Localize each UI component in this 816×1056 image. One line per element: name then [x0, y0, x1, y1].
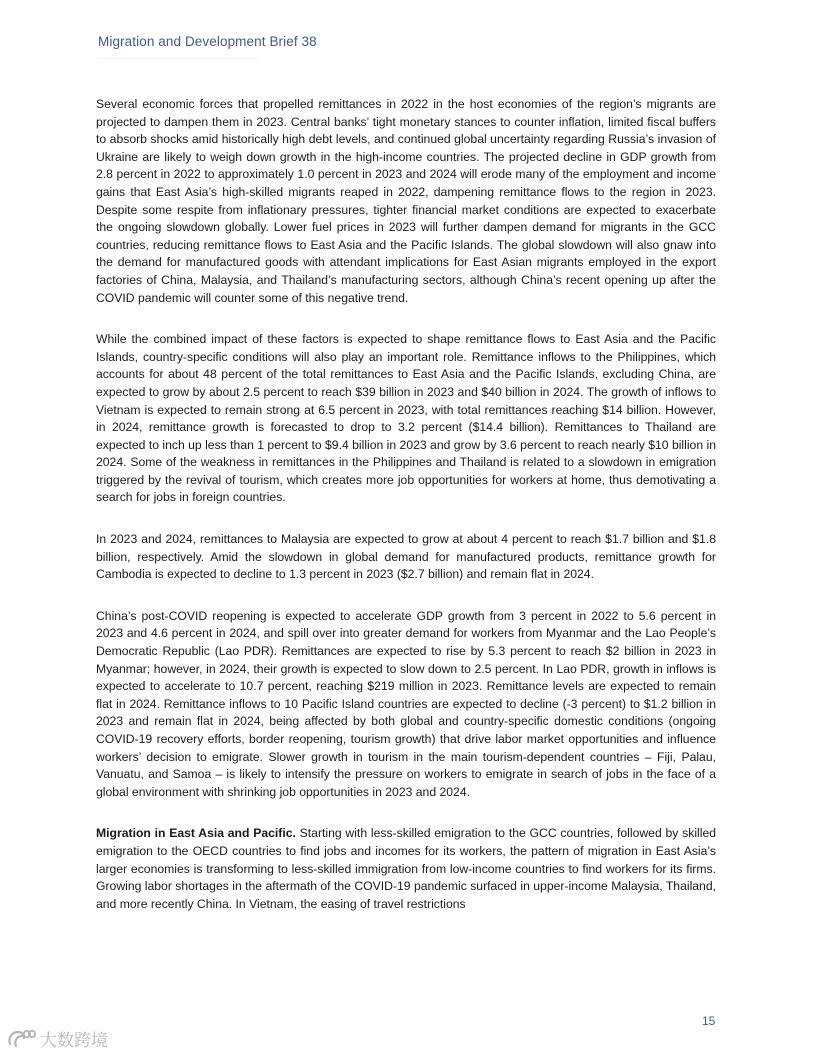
paragraph-malaysia-cambodia: In 2023 and 2024, remittances to Malaysia are expected to grow at about 4 percent to reach $1.7 billion and $1.8 billion, respectively. Amid the slowdown in global demand for manufactured products, remittance growth for Cambodia is expected to decline to 1.3 percent in 2023 ($2.7 billion) and remain flat in 2024. — [96, 532, 716, 582]
section-lead-body: Starting with less-skilled emigration to the GCC countries, followed by skilled emigration to the OECD countries to find jobs and incomes for its workers, the pattern of migration in East Asia’s larger economies is transforming to less-skilled immigration from low-income countries to find workers for its firms. Growing labor shortages in the aftermath of the COVID-19 pandemic surfaced in upper-income Malaysia, Thailand, and more recently China. In Vietnam, the easing of travel restrictions — [96, 826, 716, 911]
page-number: 15 — [702, 1014, 716, 1028]
paragraph-china-reopening: China’s post-COVID reopening is expected to accelerate GDP growth from 3 percent in 2022 to 5.6 percent in 2023 and 4.6 percent in 2024, and spill over into greater demand for workers from Myanmar and the Lao People’s Democratic Republic (Lao PDR). Remittances are expected to rise by 5.3 percent to reach $2 billion in 2023 in Myanmar; however, in 2024, their growth is expected to slow down to 2.5 percent. In Lao PDR, growth in inflows is expected to accelerate to 10.7 percent, reaching $219 million in 2023. Remittance levels are expected to remain flat in 2024. Remittance inflows to 10 Pacific Island countries are expected to decline (-3 percent) to $1.2 billion in 2023 and remain flat in 2024, being affected by both global and country-specific domestic conditions (ongoing COVID-19 recovery efforts, border reopening, tourism growth) that drive labor market opportunities and influence workers’ decision to emigrate. Slower growth in tourism in the main tourism-dependent countries – Fiji, Palau, Vanuatu, and Samoa – is likely to intensify the pressure on workers to emigrate in search of jobs in the face of a global environment with shrinking job opportunities in 2023 and 2024. — [96, 608, 716, 799]
running-header: Migration and Development Brief 38 — [98, 34, 317, 49]
paragraph-economic-forces: Several economic forces that propelled remittances in 2022 in the host economies of the region’s migrants are projected to dampen them in 2023. Central banks’ tight monetary stances to counter inflation, limited fiscal buffers to absorb shocks amid historically high debt levels, and continued global uncertainty regarding Russia’s invasion of Ukraine are likely to weigh down growth in the high-income countries. The projected decline in GDP growth from 2.8 percent in 2022 to approximately 1.0 percent in 2023 and 2024 will erode many of the employment and income gains that East Asia’s high-skilled migrants reaped in 2022, dampening remittance flows to the region in 2023. Despite some respite from inflationary pressures, tighter financial market conditions are expected to exacerbate the ongoing slowdown globally. Lower fuel prices in 2023 will further dampen demand for migrants in the GCC countries, reducing remittance flows to East Asia and the Pacific Islands. The global slowdown will also gnaw into the demand for manufactured goods with attendant implications for East Asian migrants employed in the export factories of China, Malaysia, and Thailand’s manufacturing sectors, although China’s recent opening up after the COVID pandemic will counter some of this negative trend. — [96, 97, 716, 305]
paragraph-migration-section — [96, 825, 716, 913]
document-body — [96, 96, 716, 931]
watermark-text: 大数跨境 — [40, 1031, 108, 1051]
section-lead-heading: Migration in East Asia and Pacific. — [96, 826, 296, 841]
watermark — [6, 1026, 108, 1051]
paragraph-country-conditions: While the combined impact of these factors is expected to shape remittance flows to East Asia and the Pacific Islands, country-specific conditions will also play an important role. Remittance inflows to the Philippines, which accounts for about 48 percent of the total remittances to East Asia and the Pacific Islands, excluding China, are expected to grow by about 2.5 percent to reach $39 billion in 2023 and $40 billion in 2024. The growth of inflows to Vietnam is expected to remain strong at 6.5 percent in 2023, with total remittances reaching $14 billion. However, in 2024, remittance growth is forecasted to drop to 3.2 percent ($14.4 billion). Remittances to Thailand are expected to inch up less than 1 percent to $9.4 billion in 2023 and grow by 3.6 percent to reach nearly $10 billion in 2024. Some of the weakness in remittances in the Philippines and Thailand is related to a slowdown in emigration triggered by the revival of tourism, which creates more job opportunities for workers at home, thus demotivating a search for jobs in foreign countries. — [96, 332, 716, 505]
header-divider — [98, 58, 258, 59]
watermark-logo-icon — [6, 1028, 36, 1050]
